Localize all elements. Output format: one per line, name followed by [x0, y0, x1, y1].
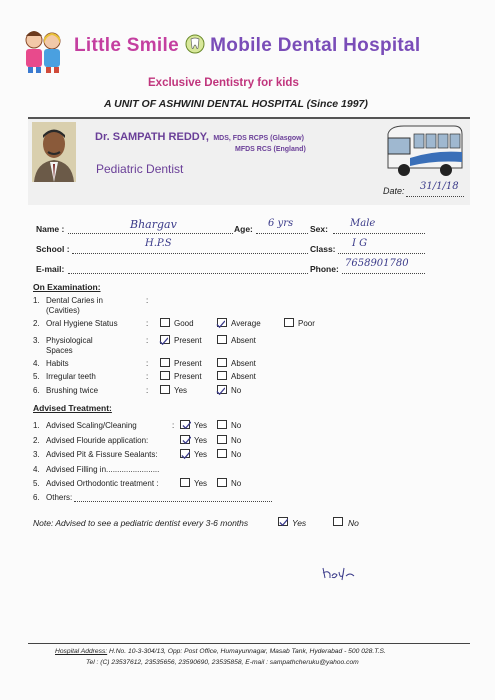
- fluoride-no-checkbox[interactable]: [217, 435, 227, 444]
- exam-num: 3.: [33, 336, 40, 345]
- exam-colon: :: [146, 319, 149, 328]
- brushing-yes-label: Yes: [174, 386, 188, 395]
- note-no-label: No: [348, 518, 359, 528]
- sex-dots: [333, 233, 425, 234]
- phone-label: Phone:: [310, 264, 339, 274]
- school-value: H.P.S: [145, 238, 172, 249]
- exam-colon: :: [146, 372, 149, 381]
- exam-num: 5.: [33, 372, 40, 381]
- sealants-no-label: No: [231, 450, 242, 459]
- age-dots: [256, 233, 308, 234]
- exam-label: Physiological: [46, 336, 93, 345]
- treat-num: 2.: [33, 436, 40, 445]
- exam-colon: :: [146, 296, 149, 305]
- doctor-name: [95, 127, 304, 145]
- brushing-no-tick-icon: [216, 383, 225, 392]
- title-part2: Mobile Dental Hospital: [210, 35, 421, 56]
- treat-num: 1.: [33, 421, 40, 430]
- age-value: 6 yrs: [268, 218, 294, 229]
- note-text: Note: Advised to see a pediatric dentist every 3-6 months: [33, 518, 249, 528]
- note-yes-label: Yes: [292, 518, 307, 528]
- date-dots: [406, 196, 464, 197]
- habits-absent-checkbox[interactable]: [217, 358, 227, 367]
- exam-label: Irregular teeth: [46, 372, 96, 381]
- treat-label: Others:: [46, 493, 73, 502]
- treat-label: Advised Scaling/Cleaning: [46, 421, 137, 430]
- exam-num: 4.: [33, 359, 40, 368]
- treat-label: Advised Pit & Fissure Sealants:: [46, 450, 158, 459]
- doctor-role: Pediatric Dentist: [96, 162, 184, 176]
- exam-num: 1.: [33, 296, 40, 305]
- phone-dots: [342, 273, 425, 274]
- class-label: Class:: [310, 244, 336, 254]
- treat-num: 4.: [33, 465, 40, 474]
- address-text: H.No. 10-3-304/13, Opp: Post Office, Humayunnagar, Masab Tank, Hyderabad - 500 028.T.S.: [109, 648, 386, 655]
- exam-label2: Spaces: [46, 346, 73, 355]
- treat-colon: :: [172, 421, 175, 430]
- footer-tel: Tel : (C) 23537612, 23535656, 23590690, 23535858, E-mail : sampathcheruku@yahoo.com: [86, 659, 359, 666]
- average-label: Average: [231, 319, 261, 328]
- fluoride-yes-label: Yes: [194, 436, 208, 445]
- doctor-name-text: Dr. SAMPATH REDDY,: [95, 131, 209, 143]
- treat-num: 3.: [33, 450, 40, 459]
- ortho-yes-label: Yes: [194, 479, 208, 488]
- teeth-absent-checkbox[interactable]: [217, 371, 227, 380]
- brushing-yes-checkbox[interactable]: [160, 385, 170, 394]
- school-label: School :: [36, 244, 70, 254]
- exam-label2: (Cavities): [46, 306, 80, 315]
- teeth-present-checkbox[interactable]: [160, 371, 170, 380]
- note-no-checkbox[interactable]: [333, 517, 343, 526]
- name-value: Bhargav: [130, 218, 177, 231]
- doctor-signature: [320, 562, 360, 584]
- mobile-bus-icon: [384, 122, 466, 180]
- examination-heading: On Examination:: [33, 282, 101, 292]
- ortho-no-checkbox[interactable]: [217, 478, 227, 487]
- scaling-no-label: No: [231, 421, 242, 430]
- spaces-present-label: Present: [174, 336, 202, 345]
- spaces-absent-label: Absent: [231, 336, 256, 345]
- email-label: E-mail:: [36, 264, 65, 274]
- unit-line: A UNIT OF ASHWINI DENTAL HOSPITAL (Since 1997): [104, 98, 368, 110]
- sex-label: Sex:: [310, 224, 328, 234]
- sealants-yes-tick-icon: [181, 447, 190, 456]
- treat-label: Advised Orthodontic treatment :: [46, 479, 159, 488]
- ortho-no-label: No: [231, 479, 242, 488]
- sealants-no-checkbox[interactable]: [217, 449, 227, 458]
- fluoride-yes-tick-icon: [182, 432, 191, 441]
- date-value: 31/1/18: [420, 181, 459, 192]
- treat-label: Advised Filling in........................: [46, 465, 160, 474]
- treat-num: 5.: [33, 479, 40, 488]
- sex-value: Male: [350, 218, 376, 229]
- treat-num: 6.: [33, 493, 40, 502]
- others-dots: [74, 501, 272, 502]
- subtitle: Exclusive Dentistry for kids: [148, 77, 299, 89]
- sealants-yes-label: Yes: [194, 450, 208, 459]
- habits-present-label: Present: [174, 359, 202, 368]
- exam-colon: :: [146, 359, 149, 368]
- date-label: Date:: [383, 186, 405, 196]
- footer-divider: [28, 643, 470, 644]
- name-label: Name :: [36, 224, 65, 234]
- habits-present-checkbox[interactable]: [160, 358, 170, 367]
- teeth-absent-label: Absent: [231, 372, 256, 381]
- email-dots: [68, 273, 308, 274]
- age-label: Age:: [234, 224, 253, 234]
- title-part1: Little Smile: [74, 35, 179, 56]
- good-checkbox[interactable]: [160, 318, 170, 327]
- spaces-absent-checkbox[interactable]: [217, 335, 227, 344]
- school-dots: [72, 253, 308, 254]
- exam-item-1: [33, 296, 40, 305]
- tooth-globe-icon: [185, 34, 205, 54]
- poor-label: Poor: [298, 319, 315, 328]
- exam-label: Habits: [46, 359, 69, 368]
- exam-label: Dental Caries in: [46, 296, 103, 305]
- doctor-quals2: MFDS RCS (England): [235, 146, 306, 153]
- name-dots: [68, 233, 233, 234]
- scaling-no-checkbox[interactable]: [217, 420, 227, 429]
- scaling-yes-tick-icon: [182, 417, 191, 426]
- doctor-photo: [32, 122, 76, 182]
- average-tick-icon: [216, 316, 225, 325]
- scaling-yes-label: Yes: [194, 421, 208, 430]
- spaces-present-tick-icon: [159, 333, 168, 342]
- treat-label: Advised Flouride application:: [46, 436, 149, 445]
- good-label: Good: [174, 319, 194, 328]
- exam-colon: :: [146, 386, 149, 395]
- fluoride-no-label: No: [231, 436, 242, 445]
- phone-value: 7658901780: [345, 258, 409, 269]
- logo-kids-icon: [14, 28, 70, 74]
- exam-num: 6.: [33, 386, 40, 395]
- note-yes-tick-icon: [279, 514, 288, 523]
- teeth-present-label: Present: [174, 372, 202, 381]
- footer-address: [55, 648, 386, 655]
- class-value: I G: [352, 238, 368, 249]
- exam-num: 2.: [33, 319, 40, 328]
- habits-absent-label: Absent: [231, 359, 256, 368]
- class-dots: [338, 253, 425, 254]
- doctor-quals1: MDS, FDS RCPS (Glasgow): [213, 135, 304, 142]
- exam-label: Oral Hygiene Status: [46, 319, 118, 328]
- hospital-title: [74, 34, 474, 57]
- exam-colon: :: [146, 336, 149, 345]
- address-label: Hospital Address:: [55, 648, 108, 655]
- treatment-heading: Advised Treatment:: [33, 403, 112, 413]
- ortho-yes-checkbox[interactable]: [180, 478, 190, 487]
- brushing-no-label: No: [231, 386, 242, 395]
- poor-checkbox[interactable]: [284, 318, 294, 327]
- exam-label: Brushing twice: [46, 386, 99, 395]
